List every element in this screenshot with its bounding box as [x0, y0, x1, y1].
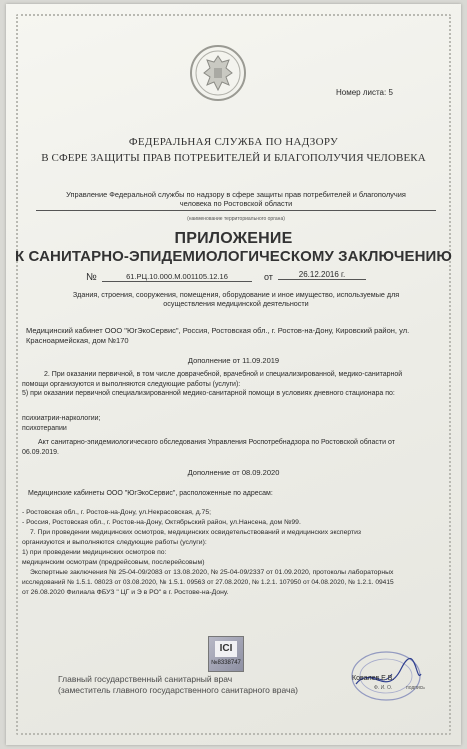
expert-line3: от 26.08.2020 Филиала ФБУЗ " ЦГ и Э в РО" в г. Ростове-на-Дону. [22, 589, 229, 596]
subject-line1: Здания, строения, сооружения, помещения, оборудование и иное имущество, используемые для [72, 290, 400, 299]
stamp-mark: ICI [215, 641, 237, 657]
official-seal [346, 644, 426, 704]
annex-subtitle: К САНИТАРНО-ЭПИДЕМИОЛОГИЧЕСКОМУ ЗАКЛЮЧЕНИЮ [15, 248, 452, 265]
annex-title: ПРИЛОЖЕНИЕ [174, 230, 293, 247]
addendum2-intro: Медицинские кабинеты ООО "ЮгЭкоСервис", расположенные по адресам: [28, 490, 273, 497]
facility-line1: Медицинский кабинет ООО "ЮгЭкоСервис", Россия, Ростовская обл., г. Ростов-на-Дону, Кировский район, ул. [26, 326, 410, 335]
act-line1: Акт санитарно-эпидемиологического обследования Управления Роспотребнадзора по Ростовской области от [38, 439, 395, 446]
department-line1: Управление Федеральной службы по надзору в сфере защиты прав потребителей и благополучия [66, 190, 406, 199]
facility-address [26, 326, 451, 346]
addendum1-line3: 5) при оказании первичной специализированной медико-санитарной помощи в условиях дневного стационара по: [22, 390, 395, 397]
number-sign: № [86, 272, 97, 283]
expert-line1: Экспертные заключения № 25-04-09/2083 от 13.08.2020, № 25-04-09/2337 от 01.09.2020, протоколы лабораторных [30, 569, 394, 576]
signer-role [58, 674, 298, 696]
inspection-act [22, 438, 452, 457]
addendum1-line1: 2. При оказании первичной, в том числе доврачебной, врачебной и специализированной, медико-санитарной [44, 371, 403, 378]
item7-line2: организуются и выполняются следующие работы (услуги): [22, 539, 207, 546]
service-item: психиатрии-наркологии; [22, 415, 101, 422]
service-list [22, 414, 101, 433]
subject-description [26, 290, 446, 308]
facility-line2: Красноармейская, дом №170 [26, 336, 129, 345]
signer-caption: Ф. И. О. [374, 685, 393, 691]
addendum1-heading: Дополнение от 11.09.2019 [187, 356, 280, 365]
act-line2: 06.09.2019. [22, 448, 59, 456]
addendum2-heading: Дополнение от 08.09.2020 [187, 468, 280, 477]
signer-role-line1: Главный государственный санитарный врач [58, 674, 233, 684]
addendum2-body [22, 508, 452, 598]
addendum1-line2: помощи организуются и выполняются следующие работы (услуги): [22, 380, 241, 388]
hologram-stamp [208, 636, 244, 672]
agency-name-line1: ФЕДЕРАЛЬНАЯ СЛУЖБА ПО НАДЗОРУ [128, 136, 339, 148]
item7-line1: 7. При проведении медицинских осмотров, медицинских освидетельствований и медицинских экспертиз [30, 529, 362, 536]
document-page [6, 4, 461, 745]
address-item: - Ростовская обл., г. Ростов-на-Дону, ул.Некрасовская, д.75; [22, 509, 211, 516]
expert-line2: исследований № 1.5.1. 08023 от 03.08.2020, № 1.5.1. 09563 от 27.08.2020, № 1.2.1. 107950 от 04.08.2020, № 1.2.1. 09415 [22, 579, 394, 586]
signature-caption: подпись [406, 685, 425, 691]
item7-line4: медицинским осмотрам (предрейсовым, послерейсовым) [22, 559, 205, 566]
signer-name: Ковалев Е.В. [352, 675, 395, 682]
addendum1-body [22, 370, 452, 399]
document-number: 61.РЦ.10.000.М.001105.12.16 [102, 272, 252, 282]
department-name [36, 190, 436, 211]
subject-line2: осуществления медицинской деятельности [163, 299, 309, 308]
document-date: 26.12.2016 г. [278, 270, 366, 280]
item7-line3: 1) при проведении медицинских осмотров по: [22, 549, 167, 556]
address-item: - Россия, Ростовская обл., г. Ростов-на-Дону, Октябрьский район, ул.Нансена, дом №99. [22, 519, 301, 526]
coat-of-arms-emblem [189, 44, 247, 102]
agency-name-line2: В СФЕРЕ ЗАЩИТЫ ПРАВ ПОТРЕБИТЕЛЕЙ И БЛАГОПОЛУЧИЯ ЧЕЛОВЕКА [41, 152, 426, 164]
stamp-number: №8338747 [211, 660, 241, 666]
from-word: от [264, 272, 273, 282]
department-line2: человека по Ростовской области [179, 199, 293, 208]
sheet-number: Номер листа: 5 [336, 88, 393, 97]
department-caption: (наименование территориального органа) [187, 216, 285, 222]
service-item: психотерапии [22, 424, 67, 432]
signer-role-line2: (заместитель главного государственного санитарного врача) [58, 685, 298, 695]
